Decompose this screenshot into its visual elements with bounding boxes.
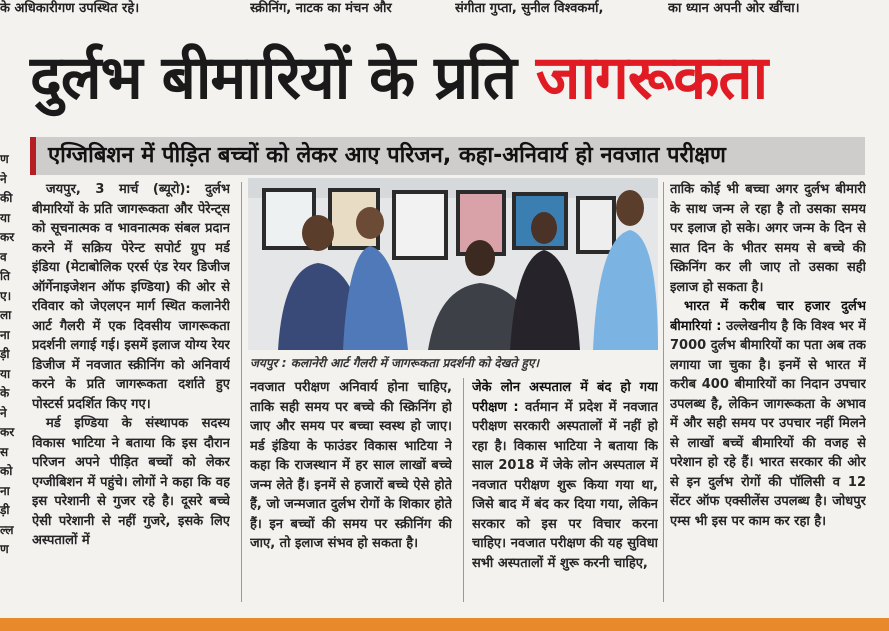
left-edge-fragment: ड़ी	[0, 503, 10, 517]
left-edge-fragment: को	[0, 464, 13, 478]
article-column-4	[670, 180, 866, 610]
left-edge-fragment: ला	[0, 308, 12, 322]
left-edge-fragment: ति	[0, 269, 10, 283]
news-photo	[248, 178, 658, 350]
article-paragraph: वर्तमान में प्रदेश में नवजात परीक्षण सरकारी अस्पतालों में नहीं हो रहा है। विकास भाटिया ने बताया कि साल 2018 में जेके लोन अस्पताल में नवजात परीक्षण शुरू किया गया था, जिसे बाद में बंद कर दिया गया, लेकिन सरकार को इस पर विचार करना चाहिए। नवजात परीक्षण की यह सुविधा सभी अस्पतालों में शुरू करनी चाहिए,	[472, 399, 658, 571]
column-divider	[463, 378, 464, 602]
top-fragment-col2: स्क्रीनिंग, नाटक का मंचन और	[250, 1, 392, 16]
caption-text: कलानेरी आर्ट गैलरी में जागरूकता प्रदर्शनी को देखते हुए।	[290, 356, 540, 370]
headline	[30, 30, 872, 128]
left-edge-fragment: या	[0, 366, 11, 381]
exhibition-photo-illustration	[248, 178, 658, 350]
headline-main: दुर्लभ बीमारियों के प्रति	[30, 43, 516, 113]
article-paragraph: जयपुर, 3 मार्च (ब्यूरो): दुर्लभ बीमारियों के प्रति जागरूकता और पेरेन्ट्स को सूचनात्मक व भावनात्मक संबल प्रदान करने में सक्रिय पेरेन्ट सपोर्ट ग्रुप मर्ड इंडिया (मेटाबोलिक एरर्स एंड रेयर डिजीज ऑर्गेनाइजेशन ऑफ इण्डिया) की ओर से रविवार को जेएलएन मार्ग स्थित कलानेरी आर्ट गैलरी में एक दिवसीय जागरूकता प्रदर्शनी लगाई गई। इसमें इलाज योग्य रेयर डिजीज में नवजात स्क्रीनिंग को अनिवार्य करने के प्रति जागरूकता दर्शाते हुए पोस्टर्स प्रदर्शित किए गए।	[32, 182, 230, 412]
bottom-color-bar	[0, 618, 889, 631]
article-paragraph: मर्ड इण्डिया के संस्थापक सदस्य विकास भाटिया ने बताया कि इस दौरान परिजन अपने पीड़ित बच्चों को लेकर एग्जीबिशन में पहुंचे। लोगों ने कहा कि वह इस परेशानी से गुजर रहे है। दूसरे बच्चे ऐसी परेशानी से नहीं गुजरे, इसके लिए अस्पतालों में	[32, 416, 230, 548]
top-fragment-col3: संगीता गुप्ता, सुनील विश्वकर्मा,	[455, 1, 604, 16]
article-column-3	[472, 378, 658, 610]
caption-place: जयपुर :	[250, 356, 287, 370]
article-column-1	[32, 180, 230, 610]
left-edge-fragment: कर	[0, 425, 15, 439]
section-subhead: जेके लोन अस्पताल में बंद हो गया परीक्षण :	[472, 380, 658, 415]
left-edge-fragment: ण	[0, 542, 9, 556]
article-column-2	[250, 378, 452, 610]
article-paragraph: नवजात परीक्षण अनिवार्य होना चाहिए, ताकि सही समय पर बच्चे की स्क्रिनिंग हो जाए और समय पर बच्चा स्वस्थ हो जाए। मर्ड इंडिया के फाउंडर विकास भाटिया ने कहा कि राजस्थान में हर साल लाखों बच्चे जन्म लेते हैं। इनमें से हजारों बच्चे ऐसे होते हैं, जो जन्मजात दुर्लभ रोगों के शिकार होते हैं। इन बच्चों की समय पर स्क्रीनिंग की जाए, तो इलाज संभव हो सकता है।	[250, 380, 452, 551]
left-edge-fragment: ल्ल	[0, 522, 14, 537]
article-paragraph: उल्लेखनीय है कि विश्व भर में 7000 दुर्लभ बीमारियों का पता अब तक लगाया जा चुका है। इनमें से भारत में करीब 400 बीमारियों का निदान उपचार उपलब्ध है, लेकिन जागरूकता के अभाव में और सही समय पर उपचार नहीं मिलने से लाखों बच्चें बीमारियों की वजह से परेशान हो रहे हैं। भारत सरकार की ओर से इन दुर्लभ रोगों की पॉलिसी व 12 सेंटर ऑफ एक्सीलेंस उपलब्ध है। जोधपुर एम्स भी इस पर काम कर रहा है।	[670, 318, 866, 529]
left-edge-fragment: ण	[0, 152, 9, 166]
left-edge-fragment: कर	[0, 230, 15, 244]
left-edge-fragment: की	[0, 191, 13, 205]
section-subhead: भारत में करीब चार हजार दुर्लभ बीमारियां :	[670, 299, 866, 334]
column-divider	[241, 182, 242, 602]
left-edge-fragment: ड़ी	[0, 347, 10, 361]
headline-highlight: जागरूकता	[535, 43, 768, 113]
article-paragraph: ताकि कोई भी बच्चा अगर दुर्लभ बीमारी के साथ जन्म ले रहा है तो उसका समय पर इलाज हो सके। अगर जन्म के दिन से सात दिन के भीतर समय से बच्चे की स्क्रिनिंग कर ली जाए तो उसका सही इलाज हो सकता है।	[670, 182, 866, 295]
column-divider	[663, 182, 664, 602]
left-edge-fragment: के	[0, 386, 10, 400]
top-fragment-col4: का ध्यान अपनी ओर खींचा।	[668, 1, 800, 16]
photo-caption	[250, 354, 660, 374]
subheadline: एग्जिबिशन में पीड़ित बच्चों को लेकर आए परिजन, कहा-अनिवार्य हो नवजात परीक्षण	[30, 137, 865, 175]
left-edge-column	[0, 150, 18, 560]
left-edge-fragment: ने	[0, 171, 7, 186]
left-edge-fragment: या	[0, 210, 11, 225]
left-edge-fragment: ने	[0, 405, 7, 420]
left-edge-fragment: ए।	[0, 288, 12, 303]
left-edge-fragment: व	[0, 249, 7, 264]
left-edge-fragment: स	[0, 444, 9, 459]
left-edge-fragment: ना	[0, 483, 10, 498]
left-edge-fragment: ना	[0, 327, 10, 342]
top-fragment-col1: के अधिकारीगण उपस्थित रहे।	[0, 1, 140, 16]
